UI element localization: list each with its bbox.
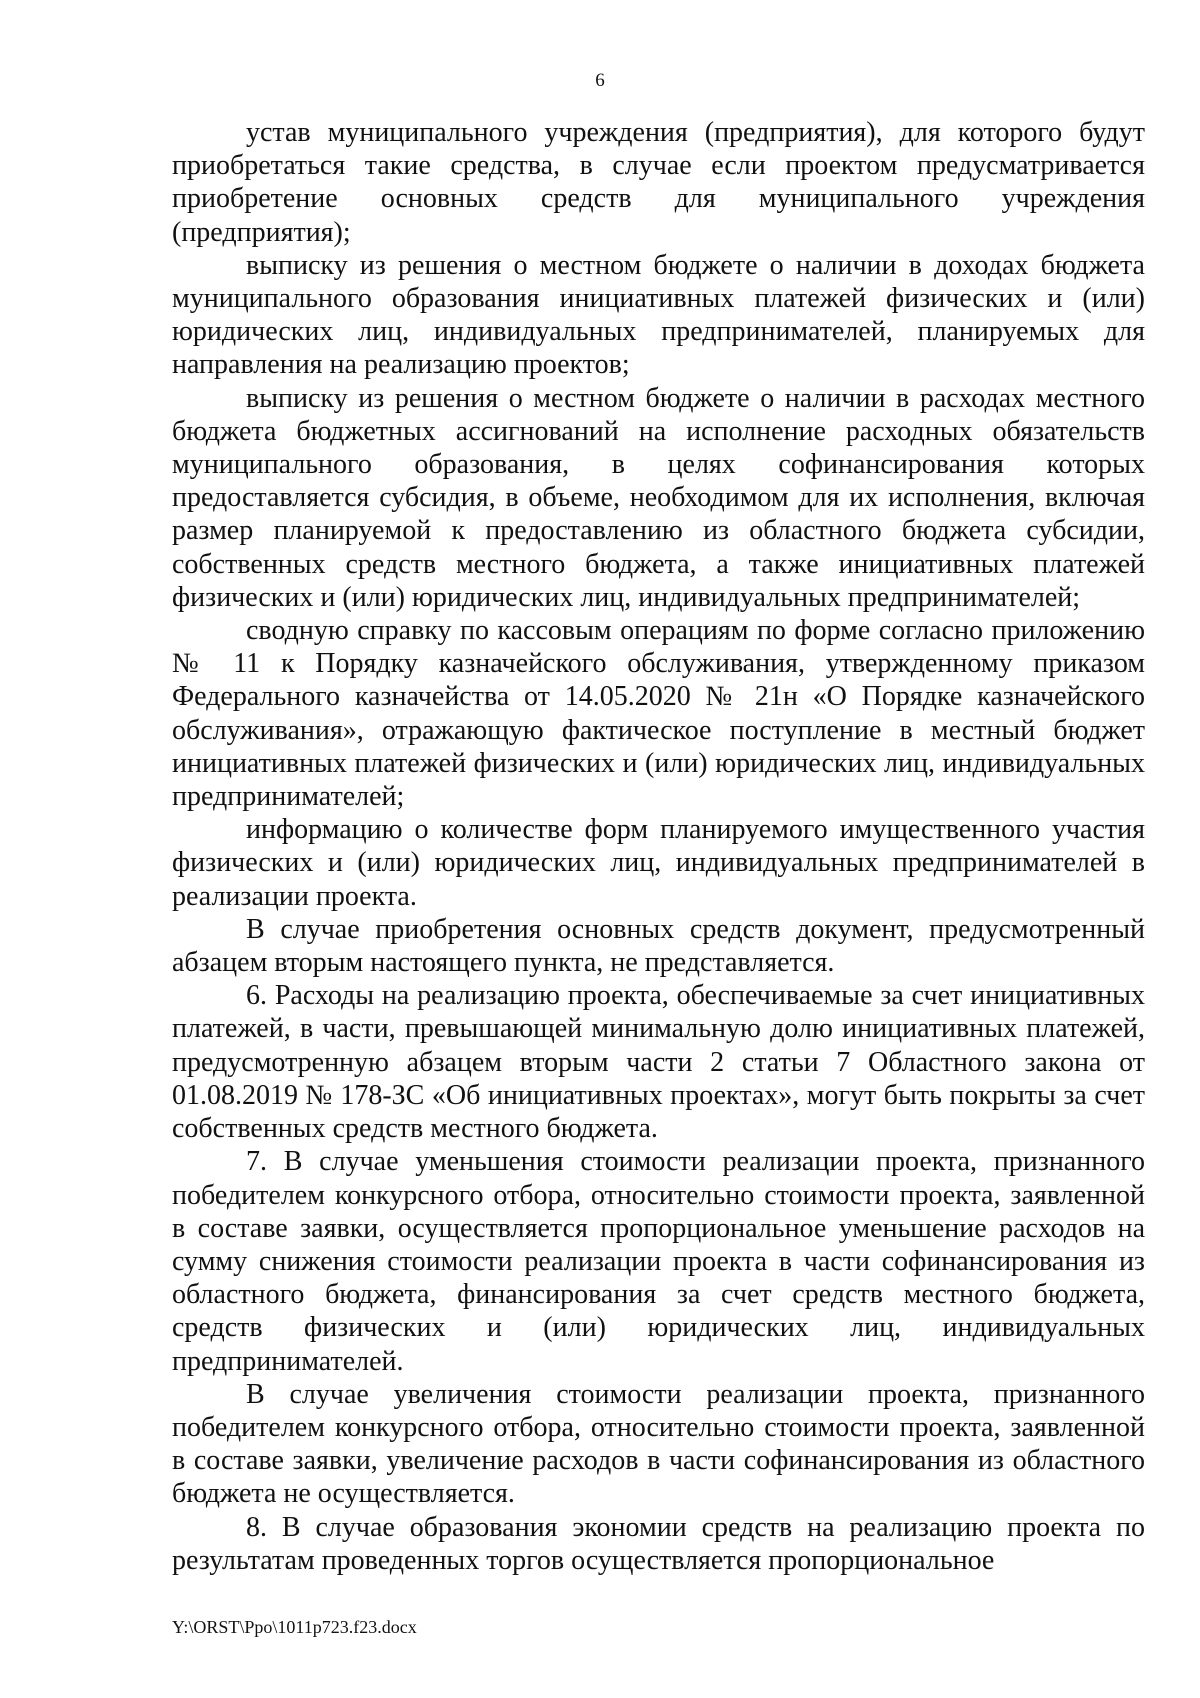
paragraph-budget-expense-extract: выписку из решения о местном бюджете о наличии в расходах местного бюджета бюджетных ассигнований на исполнение расходных обязательств муниципального образования, в целях софинансирования которых предоставляется субсидия, в объеме, необходимом для их исполнения, включая размер планируемой к предоставлению из областного бюджета субсидии, собственных средств местного бюджета, а также инициативных платежей физических и (или) юридических лиц, индивидуальных предпринимателей; xyxy=(172,382,1145,613)
paragraph-item-8: 8. В случае образования экономии средств на реализацию проекта по результатам проведенных торгов осуществляется пропорциональное xyxy=(172,1511,1145,1576)
paragraph-budget-income-extract: выписку из решения о местном бюджете о наличии в доходах бюджета муниципального образования инициативных платежей физических и (или) юридических лиц, индивидуальных предпринимателей, планируемых для направления на реализацию проектов; xyxy=(172,249,1145,381)
footer-file-path: Y:\ORST\Ppo\1011p723.f23.docx xyxy=(172,1617,417,1637)
paragraph-cost-increase: В случае увеличения стоимости реализации проекта, признанного победителем конкурсного отбора, относительно стоимости проекта, заявленной в составе заявки, увеличение расходов в части софинансирования из областного бюджета не осуществляется. xyxy=(172,1378,1145,1510)
paragraph-fixed-assets-exception: В случае приобретения основных средств документ, предусмотренный абзацем вторым настоящего пункта, не представляется. xyxy=(172,913,1145,979)
paragraph-charter: устав муниципального учреждения (предприятия), для которого будут приобретаться такие средства, в случае если проектом предусматривается приобретение основных средств для муниципального учреждения (предприятия); xyxy=(172,117,1145,248)
paragraph-cash-operations-report: сводную справку по кассовым операциям по форме согласно приложению № 11 к Порядку казначейского обслуживания, утвержденному приказом Федерального казначейства от 14.05.2020 № 21н «О Порядке казначейского обслуживания», отражающую фактическое поступление в местный бюджет инициативных платежей физических и (или) юридических лиц, индивидуальных предпринимателей; xyxy=(172,615,1145,813)
paragraph-property-participation-info: информацию о количестве форм планируемого имущественного участия физических и (или) юридических лиц, индивидуальных предпринимателей в реализации проекта. xyxy=(172,814,1145,912)
document-body xyxy=(172,116,1145,1577)
paragraph-item-6: 6. Расходы на реализацию проекта, обеспечиваемые за счет инициативных платежей, в части, превышающей минимальную долю инициативных платежей, предусмотренную абзацем вторым части 2 статьи 7 Областного закона от 01.08.2019 № 178-ЗС «Об инициативных проектах», могут быть покрыты за счет собственных средств местного бюджета. xyxy=(172,980,1145,1145)
page-number: 6 xyxy=(595,70,605,91)
paragraph-item-7: 7. В случае уменьшения стоимости реализации проекта, признанного победителем конкурсного отбора, относительно стоимости проекта, заявленной в составе заявки, осуществляется пропорциональное уменьшение расходов на сумму снижения стоимости реализации проекта в части софинансирования из областного бюджета, финансирования за счет средств местного бюджета, средств физических и (или) юридических лиц, индивидуальных предпринимателей. xyxy=(172,1146,1145,1377)
